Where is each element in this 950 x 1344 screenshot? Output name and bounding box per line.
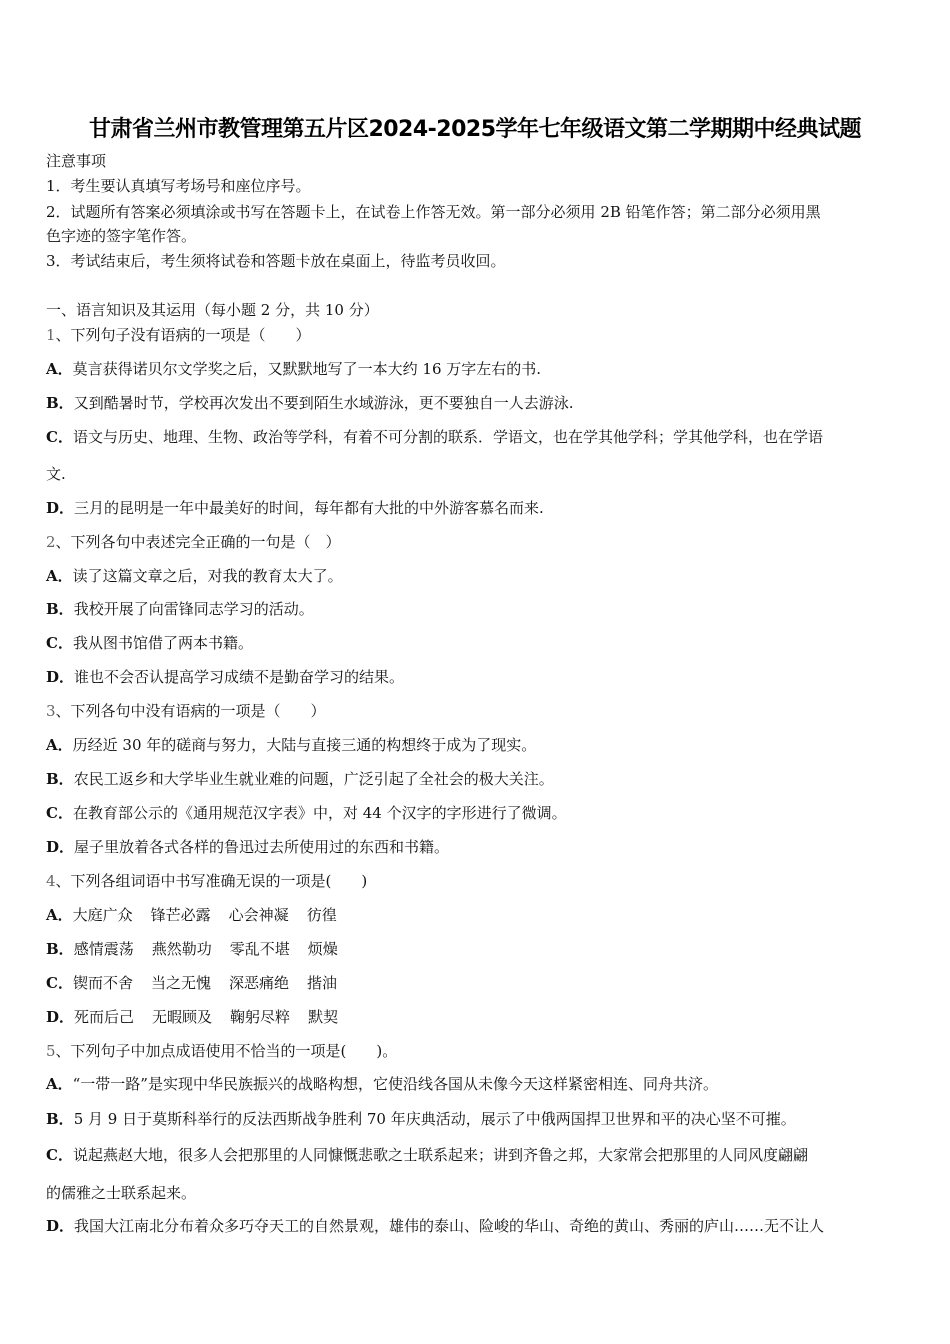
notice-item-1: 1．考生要认真填写考场号和座位序号。 <box>46 177 311 195</box>
option-text: 我从图书馆借了两本书籍。 <box>72 634 253 652</box>
question-4-stem <box>46 871 908 891</box>
option-text: 在教育部公示的《通用规范汉字表》中，对 44 个汉字的字形进行了微调。 <box>72 804 567 822</box>
word: 默契 <box>308 1008 339 1026</box>
option-label: D． <box>46 1217 75 1235</box>
word: 锋芒必露 <box>150 906 211 924</box>
notice-item-2-cont: 色字迹的签字笔作答。 <box>46 227 197 245</box>
question-1-stem <box>46 325 908 345</box>
notice-item-2: 2．试题所有答案必须填涂或书写在答题卡上，在试卷上作答无效。第一部分必须用 2B 铅笔作答；第二部分必须用黑 <box>46 203 821 221</box>
option-label: A． <box>46 906 73 924</box>
section-heading: 一、语言知识及其运用（每小题 2 分，共 10 分） <box>46 301 379 319</box>
question-1-option-c-cont: 文. <box>46 465 66 483</box>
option-text: 我校开展了向雷锋同志学习的活动。 <box>73 600 314 618</box>
question-5-option-d <box>46 1216 908 1236</box>
word: 锲而不舍 <box>72 974 133 992</box>
option-label: B． <box>46 600 74 618</box>
word: 深恶痛绝 <box>228 974 289 992</box>
notice-heading: 注意事项 <box>46 152 107 170</box>
option-label: A． <box>46 1075 73 1093</box>
question-3-option-b <box>46 769 908 789</box>
question-2-option-b <box>46 599 908 619</box>
page-title: 甘肃省兰州市教管理第五片区2024-2025学年七年级语文第二学期期中经典试题 <box>88 117 862 142</box>
word: 零乱不堪 <box>229 940 290 958</box>
question-5-option-c <box>46 1145 908 1165</box>
option-text: 屋子里放着各式各样的鲁迅过去所使用过的东西和书籍。 <box>74 838 450 856</box>
question-text: 、下列句子没有语病的一项是（ ） <box>55 326 311 344</box>
option-text: 读了这篇文章之后，对我的教育太大了。 <box>72 567 343 585</box>
option-text: 三月的昆明是一年中最美好的时间，每年都有大批的中外游客慕名而来. <box>74 499 544 517</box>
option-text: 5 月 9 日于莫斯科举行的反法西斯战争胜利 70 年庆典活动，展示了中俄两国捍卫世界和平的决心坚不可摧。 <box>73 1110 796 1128</box>
option-label: D． <box>46 838 75 856</box>
question-3-option-a <box>46 735 908 755</box>
question-2-option-a <box>46 566 908 586</box>
option-label: A． <box>46 736 73 754</box>
question-number: 1 <box>46 326 56 344</box>
option-text: 语文与历史、地理、生物、政治等学科，有着不可分割的联系．学语文，也在学其他学科；学其他学科，也在学语 <box>72 428 823 446</box>
option-label: D． <box>46 668 75 686</box>
option-text: 农民工返乡和大学毕业生就业难的问题，广泛引起了全社会的极大关注。 <box>73 770 554 788</box>
question-4-option-d <box>46 1007 908 1027</box>
option-label: B． <box>46 394 74 412</box>
option-label: A． <box>46 567 73 585</box>
word: 感情震荡 <box>73 940 134 958</box>
question-text: 、下列句子中加点成语使用不恰当的一项是( )。 <box>55 1042 398 1060</box>
question-5-option-a <box>46 1074 908 1094</box>
question-number: 4 <box>46 872 56 890</box>
word: 无暇顾及 <box>152 1008 213 1026</box>
question-1-option-b <box>46 393 908 413</box>
word: 彷徨 <box>306 906 337 924</box>
word: 大庭广众 <box>72 906 133 924</box>
word: 当之无愧 <box>150 974 211 992</box>
question-5-stem <box>46 1041 908 1061</box>
notice-item-3: 3．考试结束后，考生须将试卷和答题卡放在桌面上，待监考员收回。 <box>46 252 506 270</box>
option-text: 历经近 30 年的磋商与努力，大陆与直接三通的构想终于成为了现实。 <box>72 736 537 754</box>
question-4-option-c <box>46 973 908 993</box>
question-1-option-c <box>46 427 908 447</box>
option-label: C． <box>46 634 73 652</box>
word: 死而后己 <box>74 1008 135 1026</box>
word: 心会神凝 <box>228 906 289 924</box>
option-label: B． <box>46 940 74 958</box>
question-2-stem <box>46 532 908 552</box>
question-1-option-d <box>46 498 908 518</box>
word: 燕然勒功 <box>151 940 212 958</box>
option-text: 又到酷暑时节，学校再次发出不要到陌生水域游泳，更不要独自一人去游泳. <box>73 394 574 412</box>
option-text: 谁也不会否认提高学习成绩不是勤奋学习的结果。 <box>74 668 405 686</box>
word: 烦燥 <box>307 940 338 958</box>
option-label: C． <box>46 1146 73 1164</box>
question-2-option-c <box>46 633 908 653</box>
option-text: 莫言获得诺贝尔文学奖之后，又默默地写了一本大约 16 万字左右的书. <box>72 360 542 378</box>
option-text: 我国大江南北分布着众多巧夺天工的自然景观，雄伟的泰山、险峻的华山、奇绝的黄山、秀丽的庐山……无不让人 <box>74 1217 825 1235</box>
option-label: D． <box>46 499 75 517</box>
word: 鞠躬尽粹 <box>230 1008 291 1026</box>
question-4-option-a <box>46 905 908 925</box>
word: 揩油 <box>307 974 338 992</box>
question-text: 、下列各组词语中书写准确无误的一项是( ) <box>55 872 368 890</box>
question-number: 3 <box>46 702 56 720</box>
question-1-option-a <box>46 359 908 379</box>
question-3-stem <box>46 701 908 721</box>
question-5-option-c-cont: 的儒雅之士联系起来。 <box>46 1184 197 1202</box>
question-3-option-c <box>46 803 908 823</box>
question-5-option-b <box>46 1109 908 1129</box>
question-number: 2 <box>46 533 56 551</box>
option-text: 说起燕赵大地，很多人会把那里的人同慷慨悲歌之士联系起来；讲到齐鲁之邦，大家常会把那里的人同风度翩翩 <box>72 1146 808 1164</box>
option-label: C． <box>46 804 73 822</box>
question-4-option-b <box>46 939 908 959</box>
question-number: 5 <box>46 1042 56 1060</box>
option-label: A． <box>46 360 73 378</box>
question-text: 、下列各句中没有语病的一项是（ ） <box>55 702 326 720</box>
option-label: C． <box>46 974 73 992</box>
option-text: “一带一路”是实现中华民族振兴的战略构想，它使沿线各国从未像今天这样紧密相连、同舟共济。 <box>72 1075 718 1093</box>
option-label: B． <box>46 770 74 788</box>
question-text: 、下列各句中表述完全正确的一句是（ ） <box>55 533 341 551</box>
option-label: B． <box>46 1110 74 1128</box>
question-2-option-d <box>46 667 908 687</box>
question-3-option-d <box>46 837 908 857</box>
option-label: C． <box>46 428 73 446</box>
option-label: D． <box>46 1008 75 1026</box>
